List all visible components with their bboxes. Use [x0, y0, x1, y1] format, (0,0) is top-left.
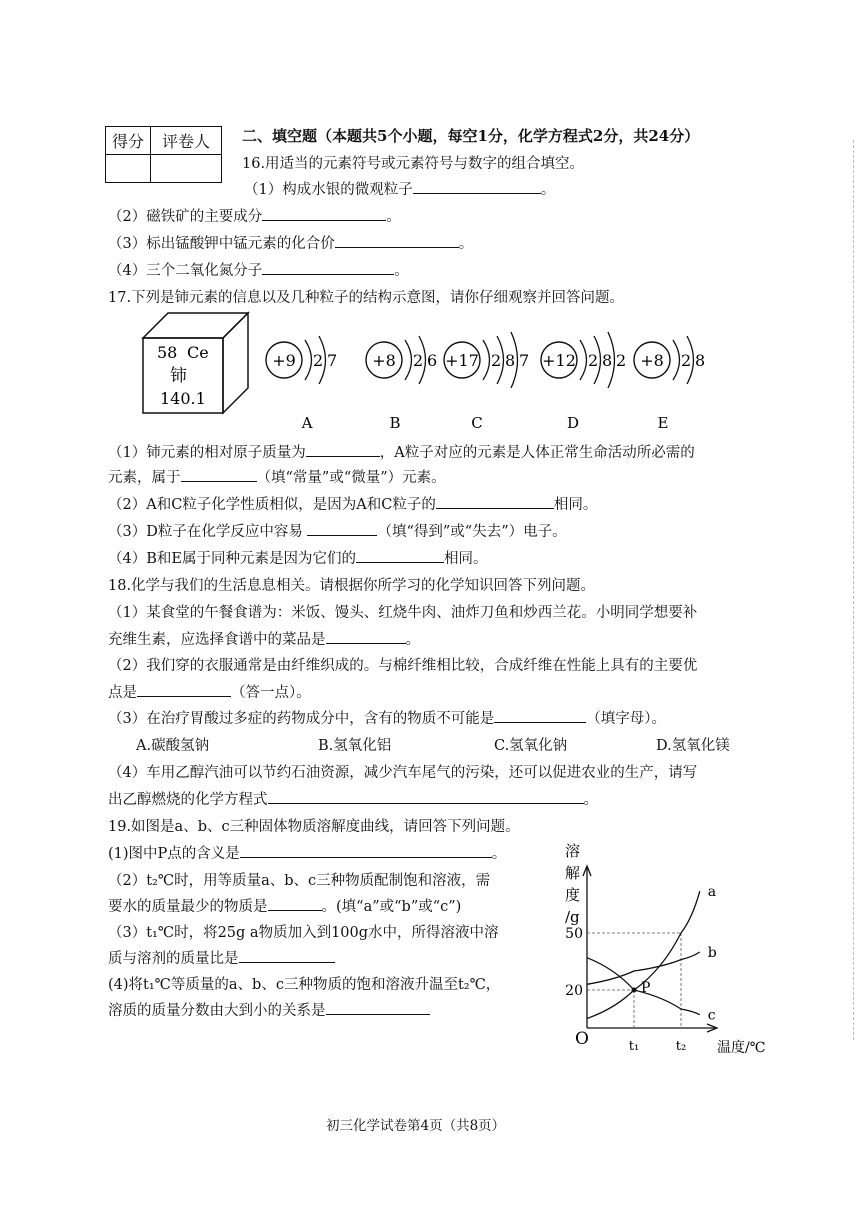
q18-part4-line1: （4）车用乙醇汽油可以节约石油资源，减少汽车尾气的污染，还可以促进农业的生产，请写: [108, 765, 698, 781]
q17-answer-4[interactable]: [356, 548, 444, 563]
curve-label-c: c: [707, 1007, 716, 1024]
q16-part2: （2）磁铁矿的主要成分 。: [108, 205, 401, 226]
q19-stem: 19.如图是a、b、c三种固体物质溶解度曲线，请回答下列问题。: [108, 819, 520, 835]
nucleus-charge: +8: [372, 351, 396, 370]
shell-electron-count: 2: [313, 351, 324, 370]
y-tick-label: 50: [565, 926, 583, 942]
q17-part3: （3）D粒子在化学反应中容易 （填“得到”或“失去”）电子。: [108, 520, 567, 541]
q16-part4: （4）三个二氧化氮分子 。: [108, 259, 409, 280]
curve-label-a: a: [707, 884, 717, 901]
origin-label: O: [575, 1029, 589, 1049]
shell-electron-count: 8: [695, 351, 706, 370]
shell-electron-count: 7: [327, 351, 338, 370]
q17-answer-3[interactable]: [307, 521, 377, 536]
q19-part3-line2: 质与溶剂的质量比是: [108, 947, 335, 968]
q16-answer-4[interactable]: [262, 260, 394, 275]
q17-part1-line2: 元素，属于 （填“常量”或“微量”）元素。: [108, 466, 446, 487]
particle-c: [444, 332, 529, 432]
electron-shell: [673, 340, 680, 380]
x-tick-label: t₂: [675, 1039, 687, 1054]
shell-electron-count: 6: [427, 351, 438, 370]
nucleus-charge: +8: [640, 351, 664, 370]
q18-answer-3[interactable]: [494, 708, 586, 723]
q17-stem: 17.下列是铈元素的信息以及几种粒子的结构示意图，请你仔细观察并回答问题。: [108, 290, 625, 306]
electron-shell: [305, 340, 312, 380]
particle-a: [266, 336, 337, 432]
q19-answer-1[interactable]: [240, 843, 492, 858]
score-header: 得分: [106, 127, 151, 155]
solubility-chart: [555, 838, 780, 1060]
shell-electron-count: 2: [681, 351, 692, 370]
q16-answer-2[interactable]: [262, 206, 386, 221]
particle-label: D: [566, 414, 580, 432]
q18-part3: （3）在治疗胃酸过多症的药物成分中，含有的物质不可能是 （填字母）。: [108, 707, 666, 728]
q17-part2: （2）A和C粒子化学性质相似，是因为A和C粒子的 相同。: [108, 493, 597, 514]
shell-electron-count: 8: [602, 351, 613, 370]
element-symbol: Ce: [187, 343, 209, 362]
q17-answer-2[interactable]: [436, 494, 554, 509]
page-footer: 初三化学试卷第4页（共8页）: [326, 1118, 506, 1134]
q18-answer-2[interactable]: [137, 682, 231, 697]
curve-label-b: b: [707, 945, 717, 961]
q18-part2-line2: 点是 （答一点）。: [108, 681, 311, 702]
point-label: P: [641, 980, 651, 996]
q18-answer-1[interactable]: [326, 629, 406, 644]
q19-part3-line1: （3）t₁℃时，将25g a物质加入到100g水中，所得溶液中溶: [108, 925, 499, 941]
q18-part4-line2: 出乙醇燃烧的化学方程式 。: [108, 788, 598, 809]
q19-part4-line2: 溶质的质量分数由大到小的关系是: [108, 999, 430, 1020]
x-tick-label: t₁: [628, 1039, 640, 1054]
particle-d: [541, 332, 626, 432]
q18-option-a[interactable]: A.碳酸氢钠: [136, 738, 210, 754]
electron-shell: [580, 340, 587, 380]
grader-cell[interactable]: [151, 155, 222, 183]
grader-header: 评卷人: [151, 127, 222, 155]
particle-b: [366, 336, 437, 432]
shell-electron-count: 2: [616, 351, 627, 370]
shell-electron-count: 2: [413, 351, 424, 370]
q18-part1-line2: 充维生素，应选择食谱中的菜品是 。: [108, 628, 420, 649]
q18-part1-line1: （1）某食堂的午餐食谱为：米饭、馒头、红烧牛肉、油炸刀鱼和炒西兰花。小明同学想要补: [108, 605, 698, 621]
x-axis-label: 温度/℃: [717, 1040, 766, 1056]
q17-answer-1b[interactable]: [181, 467, 257, 482]
section-title: 二、填空题（本题共5个小题，每空1分，化学方程式2分，共24分）: [242, 127, 700, 145]
particle-diagrams: [140, 308, 760, 433]
q18-option-d[interactable]: D.氢氧化镁: [656, 738, 730, 754]
q19-part1: (1)图中P点的含义是 。: [108, 842, 506, 863]
q16-answer-1[interactable]: [413, 179, 541, 194]
q19-answer-3[interactable]: [239, 948, 335, 963]
score-box: [105, 126, 222, 183]
q17-answer-1a[interactable]: [306, 442, 380, 457]
q19-answer-2[interactable]: [268, 896, 322, 911]
element-name: 铈: [170, 366, 187, 386]
q19-answer-4[interactable]: [326, 1000, 430, 1015]
particle-label: A: [301, 414, 313, 432]
shell-electron-count: 2: [491, 351, 502, 370]
q19-part2-line1: （2）t₂℃时，用等质量a、b、c三种物质配制饱和溶液，需: [108, 873, 491, 889]
y-axis-label: 溶解度/g: [565, 842, 581, 926]
q17-part1-line1: （1）铈元素的相对原子质量为 ，A粒子对应的元素是人体正常生命活动所必需的: [108, 441, 695, 462]
shell-electron-count: 7: [519, 351, 530, 370]
electron-shell: [405, 340, 412, 380]
q17-part4: （4）B和E属于同种元素是因为它们的 相同。: [108, 547, 487, 568]
element-mass: 140.1: [160, 389, 206, 408]
q16-answer-3[interactable]: [335, 233, 459, 248]
particle-e: [634, 336, 705, 432]
binding-margin-line: [853, 140, 854, 1040]
q18-part2-line1: （2）我们穿的衣服通常是由纤维织成的。与棉纤维相比较，合成纤维在性能上具有的主要优: [108, 658, 698, 674]
q16-stem: 16.用适当的元素符号或元素符号与数字的组合填空。: [242, 156, 585, 172]
nucleus-charge: +17: [445, 351, 479, 370]
y-tick-label: 20: [565, 983, 583, 999]
shell-electron-count: 2: [588, 351, 599, 370]
q19-part4-line1: (4)将t₁℃等质量的a、b、c三种物质的饱和溶液升温至t₂℃，: [108, 977, 501, 993]
particle-label: E: [657, 414, 669, 432]
nucleus-charge: +12: [542, 351, 576, 370]
q18-option-b[interactable]: B.氢氧化铝: [318, 738, 392, 754]
q19-part2-line2: 要水的质量最少的物质是 。(填“a”或“b”或“c”): [108, 895, 461, 916]
electron-shell: [483, 340, 490, 380]
nucleus-charge: +9: [272, 351, 296, 370]
score-cell[interactable]: [106, 155, 151, 183]
q18-answer-4[interactable]: [268, 789, 584, 804]
particle-label: B: [389, 414, 401, 432]
shell-electron-count: 8: [505, 351, 516, 370]
particle-label: C: [471, 414, 483, 432]
q18-option-c[interactable]: C.氢氧化钠: [494, 738, 568, 754]
element-cell: [143, 313, 248, 413]
q16-part3: （3）标出锰酸钾中锰元素的化合价 。: [108, 232, 473, 253]
curve-a: [587, 891, 700, 1018]
intersection-point: [632, 988, 637, 993]
q18-stem: 18.化学与我们的生活息息相关。请根据你所学习的化学知识回答下列问题。: [108, 578, 596, 594]
q16-part1: （1）构成水银的微观粒子 。: [244, 178, 555, 199]
element-number: 58: [157, 343, 178, 362]
